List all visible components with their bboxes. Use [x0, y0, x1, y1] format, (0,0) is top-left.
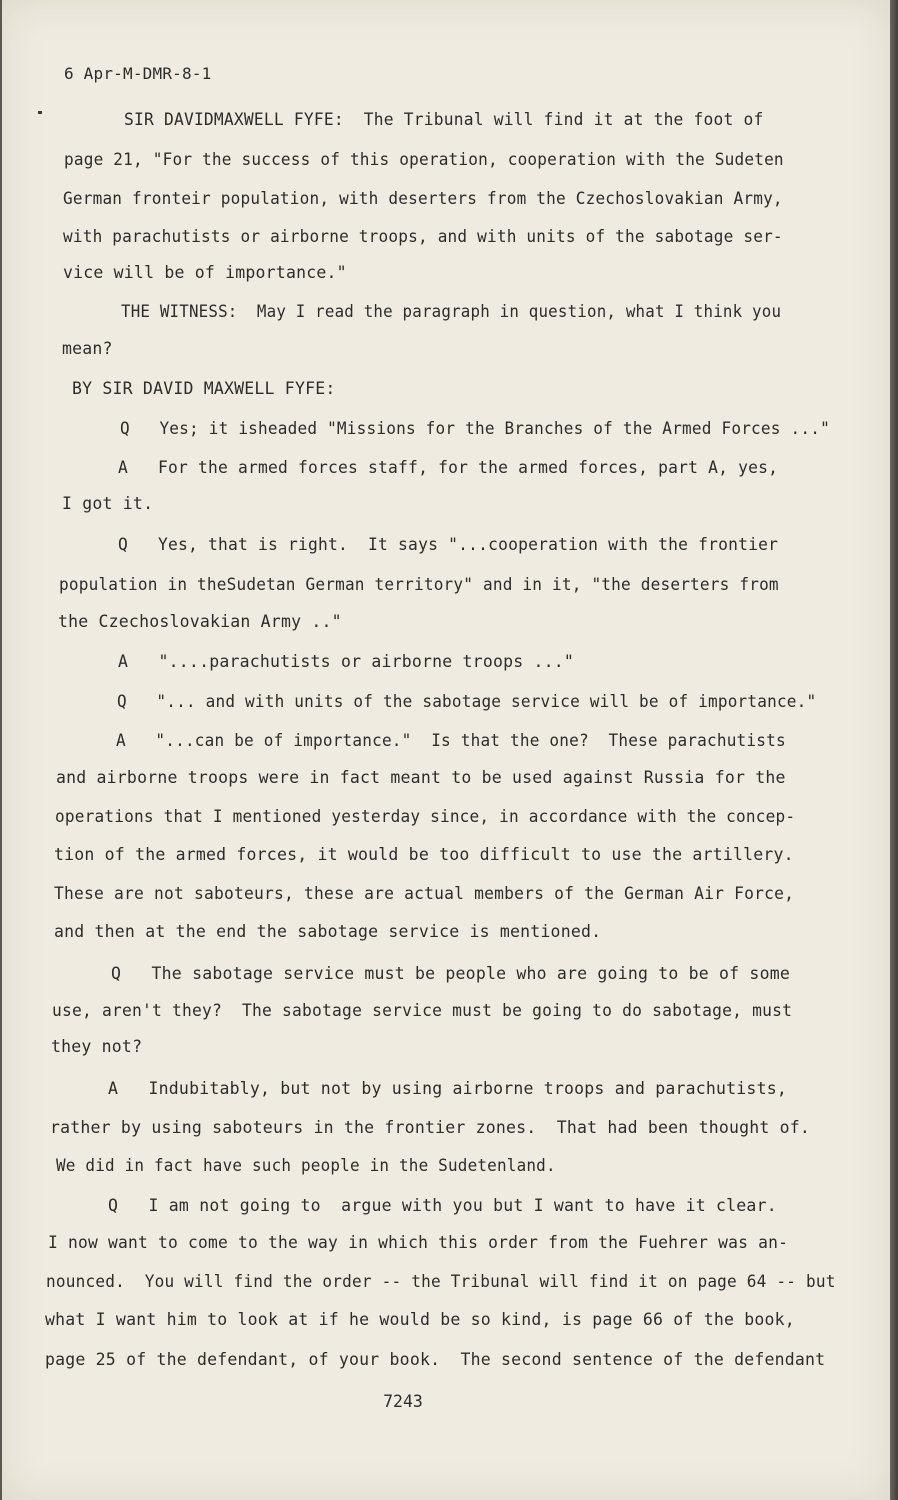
text-line: operations that I mentioned yesterday since, in accordance with the concep-: [55, 807, 796, 826]
text-line: page 25 of the defendant, of your book. The second sentence of the defendant: [45, 1350, 826, 1369]
text-line: with parachutists or airborne troops, and with units of the sabotage ser-: [63, 227, 783, 246]
text-line: and airborne troops were in fact meant to be used against Russia for the: [56, 768, 786, 787]
text-line: mean?: [62, 339, 113, 358]
page-edge: [890, 0, 898, 1500]
text-line: German fronteir population, with deserters from the Czechoslovakian Army,: [63, 189, 783, 208]
text-line: what I want him to look at if he would be so kind, is page 66 of the book,: [45, 1310, 795, 1329]
text-line: tion of the armed forces, it would be too difficult to use the artillery.: [54, 845, 794, 864]
text-line: I got it.: [62, 494, 154, 513]
text-line: Q "... and with units of the sabotage service will be of importance.": [117, 692, 817, 711]
text-line: We did in fact have such people in the Sudetenland.: [56, 1156, 556, 1175]
text-line: SIR DAVIDMAXWELL FYFE: The Tribunal will find it at the foot of: [124, 110, 764, 129]
text-line: A "...can be of importance." Is that the one? These parachutists: [116, 731, 786, 750]
text-line: A For the armed forces staff, for the armed forces, part A, yes,: [118, 458, 779, 477]
document-header: 6 Apr-M-DMR-8-1: [64, 64, 212, 83]
page-number: 7243: [383, 1392, 423, 1411]
text-line: Q Yes, that is right. It says "...cooperation with the frontier: [118, 535, 779, 554]
text-line: the Czechoslovakian Army ..": [58, 612, 342, 631]
text-line: These are not saboteurs, these are actual members of the German Air Force,: [54, 884, 795, 903]
text-line: THE WITNESS: May I read the paragraph in question, what I think you: [121, 302, 782, 321]
text-line: Q The sabotage service must be people who are going to be of some: [111, 964, 790, 983]
text-line: and then at the end the sabotage service is mentioned.: [54, 922, 602, 941]
text-line: Q I am not going to argue with you but I want to have it clear.: [108, 1196, 777, 1215]
margin-mark: [38, 111, 42, 114]
text-line: use, aren't they? The sabotage service must be going to do sabotage, must: [52, 1001, 793, 1020]
text-line: BY SIR DAVID MAXWELL FYFE:: [72, 379, 336, 398]
text-line: nounced. You will find the order -- the Tribunal will find it on page 64 -- but: [46, 1272, 836, 1291]
text-line: population in theSudetan German territory" and in it, "the deserters from: [59, 575, 779, 594]
text-line: A "....parachutists or airborne troops ...": [118, 652, 575, 671]
text-line: page 21, "For the success of this operation, cooperation with the Sudeten: [64, 150, 784, 169]
text-line: A Indubitably, but not by using airborne troops and parachutists,: [108, 1079, 787, 1098]
text-line: I now want to come to the way in which this order from the Fuehrer was an-: [48, 1233, 789, 1252]
text-line: vice will be of importance.": [63, 263, 347, 282]
text-line: rather by using saboteurs in the frontier zones. That had been thought of.: [50, 1118, 811, 1137]
text-line: they not?: [51, 1037, 143, 1056]
text-line: Q Yes; it isheaded "Missions for the Branches of the Armed Forces ...": [120, 419, 830, 438]
